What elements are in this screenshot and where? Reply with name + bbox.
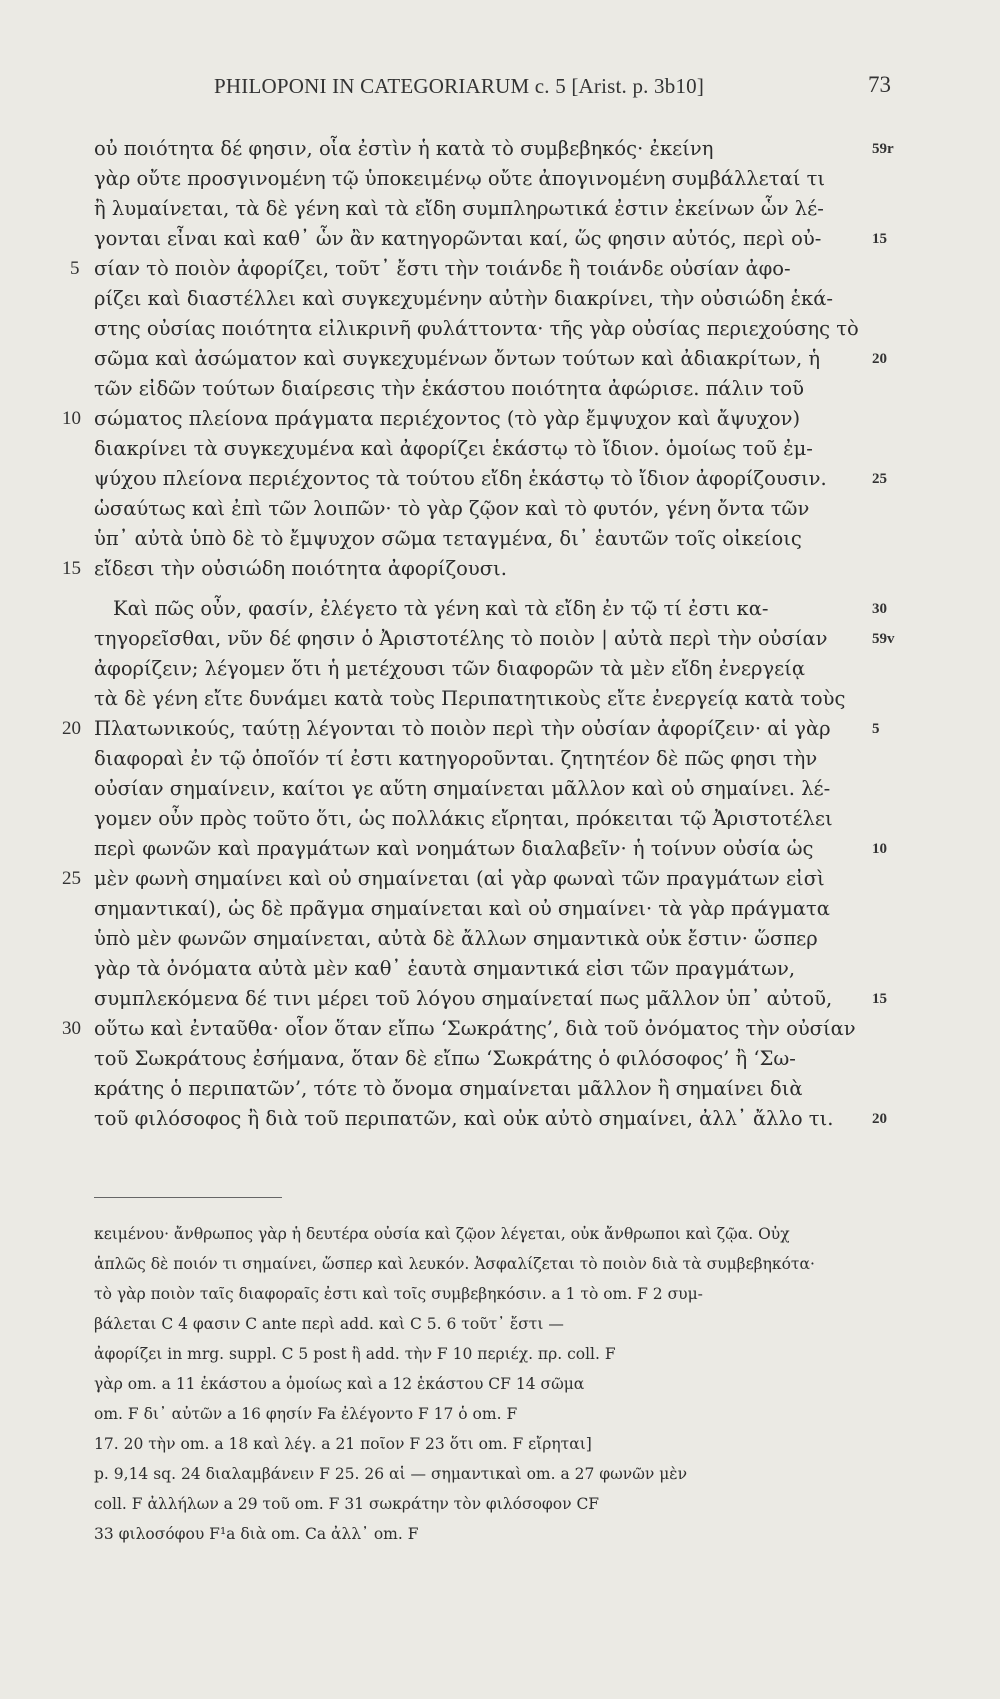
text-line: διαφοραὶ ἐν τῷ ὁποῖόν τί ἐστι κατηγοροῦνται. ζητητέον δὲ πῶς φησι τὴν	[94, 747, 818, 770]
line-number: 5	[70, 258, 80, 279]
text-line: οὐ ποιότητα δέ φησιν, οἷα ἐστὶν ἡ κατὰ τὸ συμβεβηκός· ἐκείνη	[94, 137, 714, 160]
text-line: ὑπ᾽ αὐτὰ ὑπὸ δὲ τὸ ἔμψυχον σῶμα τεταγμένα, δι᾽ ἑαυτῶν τοῖς οἰκείοις	[94, 527, 802, 550]
text-line: οὕτω καὶ ἐνταῦθα· οἷον ὅταν εἴπω ‘Σωκράτης’, διὰ τοῦ ὀνόματος τὴν οὐσίαν	[94, 1017, 856, 1040]
source-line-number: 30	[872, 601, 887, 617]
text-line: διακρίνει τὰ συγκεχυμένα καὶ ἀφορίζει ἑκάστῳ τὸ ἴδιον. ὁμοίως τοῦ ἐμ-	[94, 437, 813, 460]
text-line: κράτης ὁ περιπατῶν’, τότε τὸ ὄνομα σημαίνεται μᾶλλον ἢ σημαίνει διὰ	[94, 1077, 803, 1100]
text-line: γονται εἶναι καὶ καθ᾽ ὧν ἂν κατηγορῶνται καί, ὥς φησιν αὐτός, περὶ οὐ-	[94, 227, 822, 250]
text-line: μὲν φωνὴ σημαίνει καὶ οὐ σημαίνεται (αἱ γὰρ φωναὶ τῶν πραγμάτων εἰσὶ	[94, 867, 825, 890]
footnote-line: 17. 20 τὴν om. a 18 καὶ λέγ. a 21 ποῖον F 23 ὅτι om. F εἴρηται]	[94, 1435, 592, 1453]
footnote-line: βάλεται C 4 φασιν C ante περὶ add. καὶ C 5. 6 τοῦτ᾽ ἔστι —	[94, 1315, 564, 1333]
running-header	[0, 66, 1000, 106]
text-line: εἴδεσι τὴν οὐσιώδη ποιότητα ἀφορίζουσι.	[94, 557, 507, 580]
text-line: ἀφορίζειν; λέγομεν ὅτι ἡ μετέχουσι τῶν διαφορῶν τὰ μὲν εἴδη ἐνεργείᾳ	[94, 657, 806, 680]
text-line: τοῦ φιλόσοφος ἢ διὰ τοῦ περιπατῶν, καὶ οὐκ αὐτὸ σημαίνει, ἀλλ᾽ ἄλλο τι.	[94, 1107, 834, 1130]
text-line: σῶμα καὶ ἀσώματον καὶ συγκεχυμένων ὄντων τούτων καὶ ἀδιακρίτων, ἡ	[94, 347, 821, 370]
footnote-line: p. 9,14 sq. 24 διαλαμβάνειν F 25. 26 αἱ — σημαντικαὶ om. a 27 φωνῶν μὲν	[94, 1465, 688, 1483]
footnote-line: 33 φιλοσόφου F¹a διὰ om. Ca ἀλλ᾽ om. F	[94, 1525, 419, 1543]
text-line: τὰ δὲ γένη εἴτε δυνάμει κατὰ τοὺς Περιπατητικοὺς εἴτε ἐνεργείᾳ κατὰ τοὺς	[94, 687, 846, 710]
page-number: 73	[868, 72, 891, 97]
text-line: τῶν εἰδῶν τούτων διαίρεσις τὴν ἑκάστου ποιότητα ἀφώρισε. πάλιν τοῦ	[94, 377, 805, 400]
paragraph-start-line: Καὶ πῶς οὖν, φασίν, ἐλέγετο τὰ γένη καὶ τὰ εἴδη ἐν τῷ τί ἐστι κα-	[113, 597, 769, 620]
text-line: γομεν οὖν πρὸς τοῦτο ὅτι, ὡς πολλάκις εἴρηται, πρόκειται τῷ Ἀριστοτέλει	[94, 807, 833, 830]
source-line-number: 20	[872, 1111, 887, 1127]
text-line: ὡσαύτως καὶ ἐπὶ τῶν λοιπῶν· τὸ γὰρ ζῷον καὶ τὸ φυτόν, γένη ὄντα τῶν	[94, 497, 810, 520]
source-line-number: 10	[872, 841, 887, 857]
header-title: PHILOPONI IN CATEGORIARUM c. 5 [Arist. p. 3b10]	[214, 74, 705, 98]
text-line: γὰρ τὰ ὀνόματα αὐτὰ μὲν καθ᾽ ἑαυτὰ σημαντικά εἰσι τῶν πραγμάτων,	[94, 957, 796, 980]
text-line: στης οὐσίας ποιότητα εἰλικρινῆ φυλάττοντα· τῆς γὰρ οὐσίας περιεχούσης τὸ	[94, 317, 859, 340]
footnote-line: κειμένου· ἄνθρωπος γὰρ ἡ δευτέρα οὐσία καὶ ζῷον λέγεται, οὐκ ἄνθρωποι καὶ ζῷα. Οὐχ	[94, 1225, 790, 1243]
source-line-number: 15	[872, 231, 887, 247]
line-number: 25	[62, 868, 81, 889]
text-line: ψύχου πλείονα περιέχοντος τὰ τούτου εἴδη ἑκάστῳ τὸ ἴδιον ἀφορίζουσιν.	[94, 467, 827, 490]
source-line-number: 20	[872, 351, 887, 367]
text-line: σίαν τὸ ποιὸν ἀφορίζει, τοῦτ᾽ ἔστι τὴν τοιάνδε ἢ τοιάνδε οὐσίαν ἀφο-	[94, 257, 791, 280]
line-number: 30	[62, 1018, 81, 1039]
folio-marker: 59v	[872, 631, 895, 647]
text-line: σώματος πλείονα πράγματα περιέχοντος (τὸ γὰρ ἔμψυχον καὶ ἄψυχον)	[94, 407, 801, 430]
text-line: συμπλεκόμενα δέ τινι μέρει τοῦ λόγου σημαίνεταί πως μᾶλλον ὑπ᾽ αὐτοῦ,	[94, 987, 833, 1010]
footnote-line: ἀφορίζει in mrg. suppl. C 5 post ἢ add. τὴν F 10 περιέχ. πρ. coll. F	[94, 1345, 616, 1363]
source-line-number: 5	[872, 721, 880, 737]
text-line: ὑπὸ μὲν φωνῶν σημαίνεται, αὐτὰ δὲ ἄλλων σημαντικὰ οὐκ ἔστιν· ὥσπερ	[94, 927, 818, 950]
line-number: 20	[62, 718, 81, 739]
source-line-number: 15	[872, 991, 887, 1007]
footnote-line: om. F δι᾽ αὐτῶν a 16 φησίν Fa ἐλέγοντο F 17 ὁ om. F	[94, 1405, 518, 1423]
footnote-line: γὰρ om. a 11 ἑκάστου a ὁμοίως καὶ a 12 ἑκάστου CF 14 σῶμα	[94, 1375, 585, 1393]
folio-marker: 59r	[872, 141, 894, 157]
text-line: ρίζει καὶ διαστέλλει καὶ συγκεχυμένην αὐτὴν διακρίνει, τὴν οὐσιώδη ἑκά-	[94, 287, 833, 310]
footnote-line: coll. F ἀλλήλων a 29 τοῦ om. F 31 σωκράτην τὸν φιλόσοφον CF	[94, 1495, 600, 1513]
text-line: οὐσίαν σημαίνειν, καίτοι γε αὕτη σημαίνεται μᾶλλον καὶ οὐ σημαίνει. λέ-	[94, 777, 831, 800]
line-number: 10	[62, 408, 81, 429]
line-number: 15	[62, 558, 81, 579]
footnote-line: ἁπλῶς δὲ ποιόν τι σημαίνει, ὥσπερ καὶ λευκόν. Ἀσφαλίζεται τὸ ποιὸν διὰ τὰ συμβεβηκότα·	[94, 1255, 815, 1273]
source-line-number: 25	[872, 471, 887, 487]
text-line: σημαντικαί), ὡς δὲ πρᾶγμα σημαίνεται καὶ οὐ σημαίνει· τὰ γὰρ πράγματα	[94, 897, 830, 920]
text-line: περὶ φωνῶν καὶ πραγμάτων καὶ νοημάτων διαλαβεῖν· ἡ τοίνυν οὐσία ὡς	[94, 837, 814, 860]
text-line: τοῦ Σωκράτους ἐσήμανα, ὅταν δὲ εἴπω ‘Σωκράτης ὁ φιλόσοφος’ ἢ ‘Σω-	[94, 1047, 796, 1070]
text-line: Πλατωνικούς, ταύτῃ λέγονται τὸ ποιὸν περὶ τὴν οὐσίαν ἀφορίζειν· αἱ γὰρ	[94, 717, 831, 740]
text-line: τηγορεῖσθαι, νῦν δέ φησιν ὁ Ἀριστοτέλης τὸ ποιὸν | αὐτὰ περὶ τὴν οὐσίαν	[94, 627, 828, 650]
text-line: ἢ λυμαίνεται, τὰ δὲ γένη καὶ τὰ εἴδη συμπληρωτικά ἐστιν ἐκείνων ὧν λέ-	[94, 197, 824, 220]
text-line: γὰρ οὔτε προσγινομένη τῷ ὑποκειμένῳ οὔτε ἀπογινομένη συμβάλλεταί τι	[94, 167, 826, 190]
footnote-line: τὸ γὰρ ποιὸν ταῖς διαφοραῖς ἐστι καὶ τοῖς συμβεβηκόσιν. a 1 τὸ om. F 2 συμ-	[94, 1285, 703, 1303]
footnote-divider	[94, 1197, 282, 1198]
